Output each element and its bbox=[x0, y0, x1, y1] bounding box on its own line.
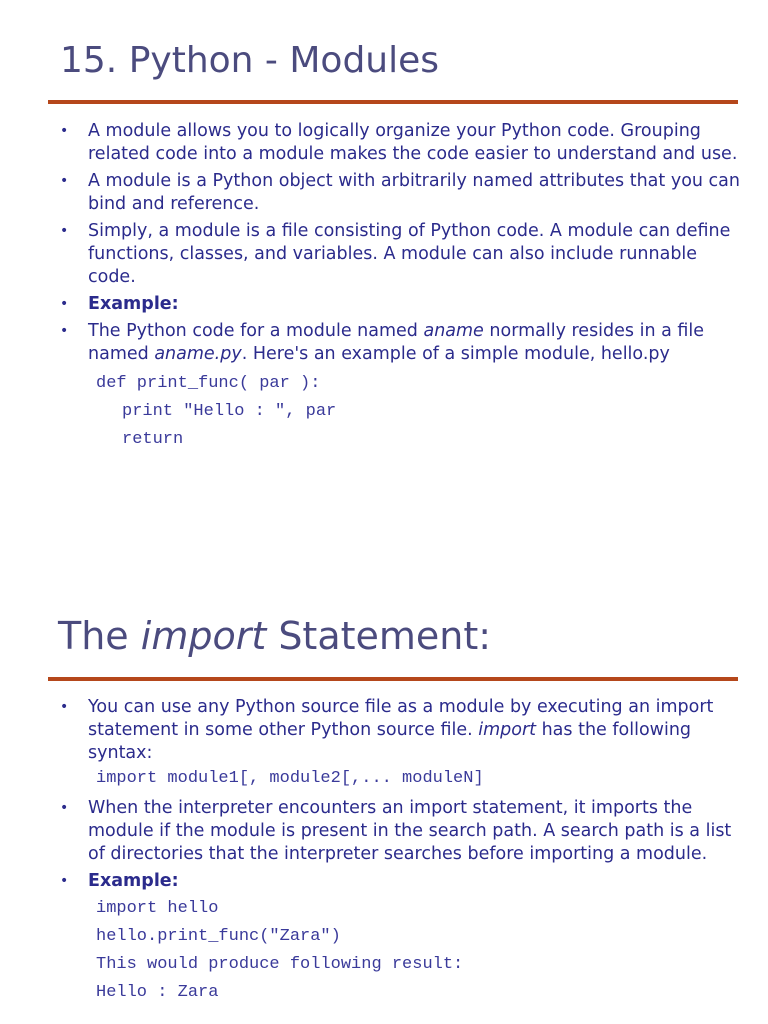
code-line: def print_func( par ): bbox=[96, 374, 321, 393]
slide-title: 15. Python - Modules bbox=[60, 40, 440, 81]
bullet-icon: • bbox=[60, 800, 69, 816]
bullet-list bbox=[60, 696, 740, 1011]
title-divider bbox=[48, 677, 738, 681]
code-line: import hello bbox=[96, 899, 219, 918]
bullet-icon: • bbox=[60, 223, 69, 239]
bullet-list bbox=[60, 120, 740, 458]
list-item: • Simply, a module is a file consisting of Python code. A module can define functions, classes, and variables. A module can also include runnable code. bbox=[60, 221, 731, 287]
list-item: • A module allows you to logically organize your Python code. Grouping related code into a module makes the code easier to understand and use. bbox=[60, 121, 738, 164]
code-block bbox=[60, 895, 740, 1007]
code-line: Hello : Zara bbox=[96, 983, 219, 1002]
list-item: • A module is a Python object with arbitrarily named attributes that you can bind and reference. bbox=[60, 171, 740, 214]
example-label: Example: bbox=[88, 294, 179, 314]
list-item bbox=[60, 870, 740, 893]
list-item bbox=[60, 293, 740, 316]
code-line: import module1[, module2[,... moduleN] bbox=[96, 769, 484, 788]
bullet-icon: • bbox=[60, 873, 69, 889]
code-line: hello.print_func("Zara") bbox=[96, 927, 341, 946]
list-item: • When the interpreter encounters an import statement, it imports the module if the module is present in the search path. A search path is a list of directories that the interpreter searches before importing a module. bbox=[60, 798, 732, 864]
bullet-icon: • bbox=[60, 173, 69, 189]
list-item: • You can use any Python source file as a module by executing an import statement in some other Python source file. import has the following syntax: bbox=[60, 697, 714, 763]
bullet-icon: • bbox=[60, 699, 69, 715]
bullet-icon: • bbox=[60, 296, 69, 312]
list-item: • The Python code for a module named aname normally resides in a file named aname.py. Here's an example of a simple module, hello.py bbox=[60, 321, 705, 364]
bullet-icon: • bbox=[60, 323, 69, 339]
code-block bbox=[60, 370, 740, 454]
title-divider bbox=[48, 100, 738, 104]
slide-title: The import Statement: bbox=[58, 614, 492, 658]
code-line: return bbox=[122, 430, 184, 449]
code-block bbox=[60, 765, 740, 793]
code-line: This would produce following result: bbox=[96, 955, 464, 974]
bullet-icon: • bbox=[60, 123, 69, 139]
example-label: Example: bbox=[88, 871, 179, 891]
code-line: print "Hello : ", par bbox=[122, 402, 337, 421]
